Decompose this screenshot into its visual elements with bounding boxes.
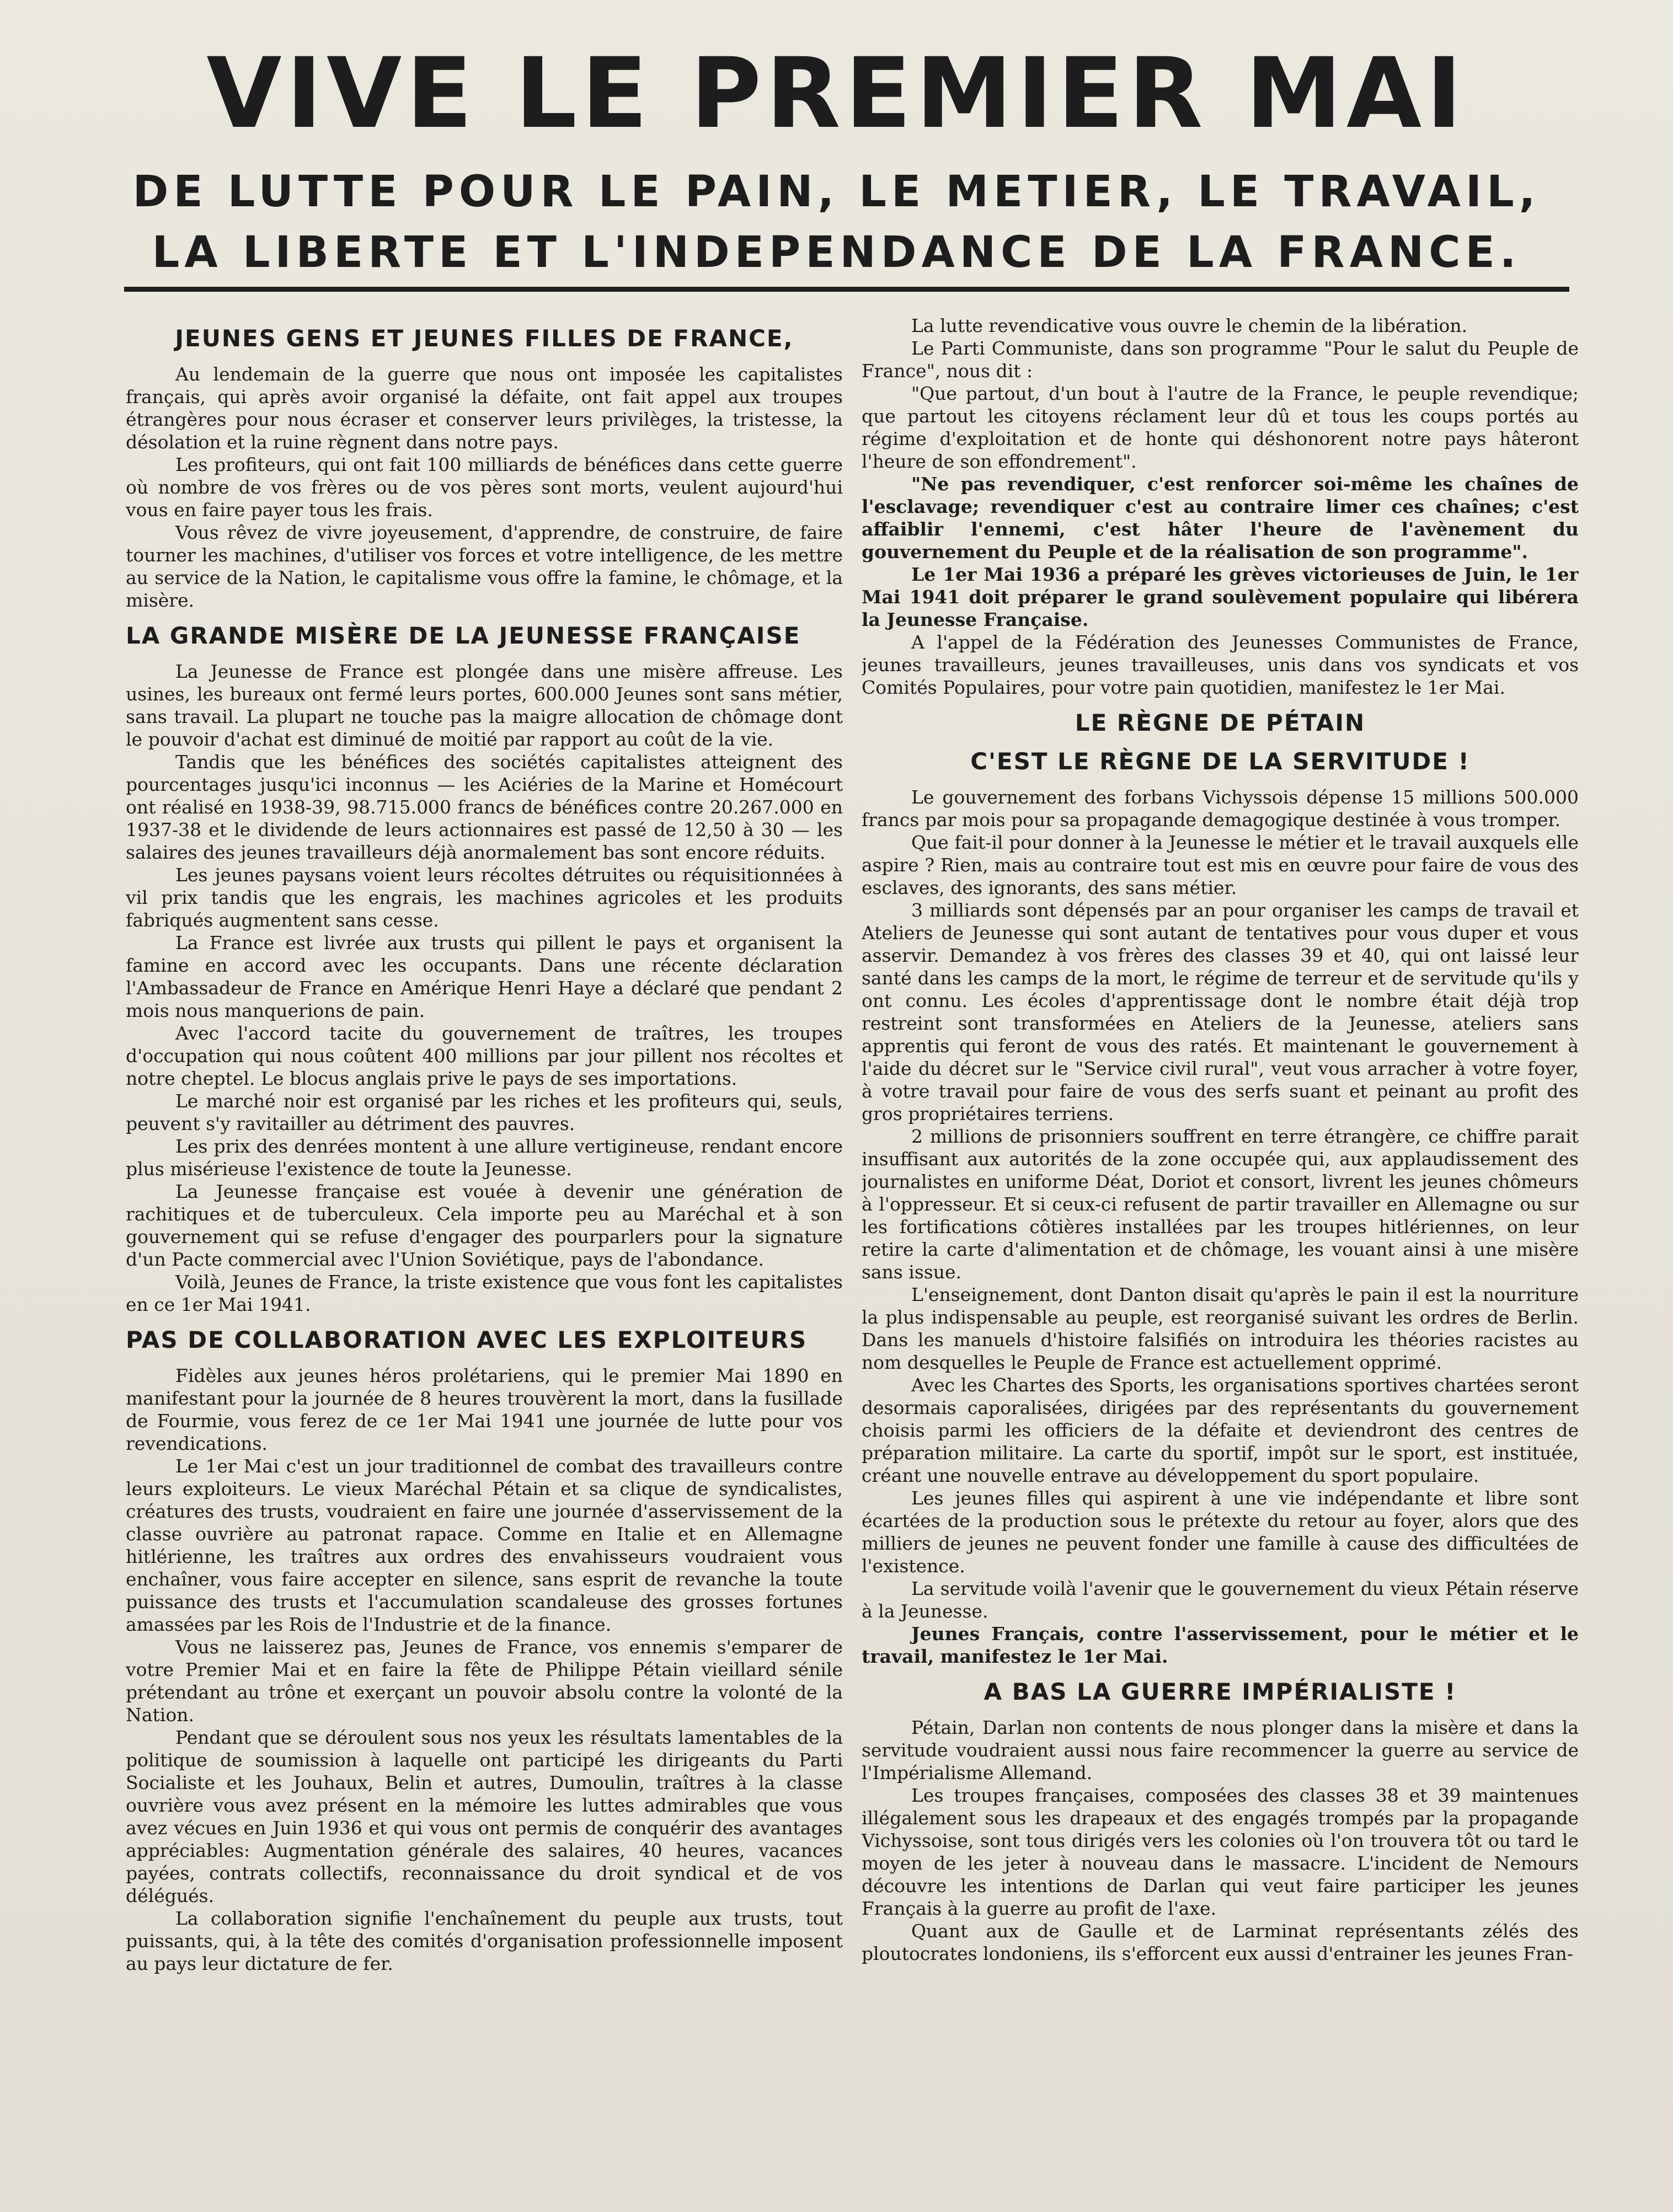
paragraph: Pendant que se déroulent sous nos yeux les résultats lamentables de la politique de soumission à laquelle ont participé les dirigeants du Parti Socialiste et les Jouhaux, Belin et autres, Dumoulin, traîtres à la classe ouvrière vous avez présent en la mémoire les luttes admirables que vous avez vécues en Juin 1936 et qui vous ont permis de conquérir des avantages appréciables: Augmentation générale des salaires, 40 heures, vacances payées, contrats collectifs, reconnaissance du droit syndical et de vos délégués. — [126, 1727, 843, 1906]
paragraph: La collaboration signifie l'enchaînement du peuple aux trusts, tout puissants, qui, à la tête des comités d'organisation professionnelle imposent au pays leur dictature de fer. — [126, 1908, 843, 1974]
paragraph: Avec l'accord tacite du gouvernement de traîtres, les troupes d'occupation qui nous coûtent 400 millions par jour pillent nos récoltes et notre cheptel. Le blocus anglais prive le pays de ses importations. — [126, 1022, 843, 1089]
paragraph: Vous ne laisserez pas, Jeunes de France, vos ennemis s'emparer de votre Premier Mai et en faire la fête de Philippe Pétain vieillard sénile prétendant au trône et exerçant un pouvoir absolu contre la volonté de la Nation. — [126, 1636, 843, 1726]
paragraph: Fidèles aux jeunes héros prolétariens, qui le premier Mai 1890 en manifestant pour la journée de 8 heures trouvèrent la mort, dans la fusillade de Fourmie, vous ferez de ce 1er Mai 1941 une journée de lutte pour vos revendications. — [126, 1365, 843, 1454]
paragraph: Pétain, Darlan non contents de nous plonger dans la misère et dans la servitude voudraient aussi nous faire recommencer la guerre au service de l'Impérialisme Allemand. — [862, 1717, 1579, 1783]
paragraph: A l'appel de la Fédération des Jeunesses Communistes de France, jeunes travailleurs, jeunes travailleuses, unis dans vos syndicats et vos Comités Populaires, pour votre pain quotidien, manifestez le 1er Mai. — [862, 631, 1579, 698]
paragraph-emphasis: Le 1er Mai 1936 a préparé les grèves victorieuses de Juin, le 1er Mai 1941 doit préparer le grand soulèvement populaire qui libérera la Jeunesse Française. — [862, 564, 1579, 630]
left-column — [126, 314, 843, 2200]
paragraph: Avec les Chartes des Sports, les organisations sportives chartées seront desormais caporalisées, dirigées par des représentants du gouvernement choisis parmi les officiers de la défaite et deviendront des centres de préparation militaire. La carte du sportif, impôt sur le sport, est instituée, créant une nouvelle entrave au développement du sport populaire. — [862, 1374, 1579, 1486]
section-heading-line-1: LE RÈGNE DE PÉTAIN — [1075, 709, 1366, 736]
paragraph: La Jeunesse française est vouée à devenir une génération de rachitiques et de tuberculeux. Cela importe peu au Maréchal et à son gouvernement qui se refuse d'engager des pourparlers pour la signature d'un Pacte commercial avec l'Union Soviétique, pays de l'abondance. — [126, 1181, 843, 1270]
paragraph: Voilà, Jeunes de France, la triste existence que vous font les capitalistes en ce 1er Mai 1941. — [126, 1271, 843, 1315]
paragraph: L'enseignement, dont Danton disait qu'après le pain il est la nourriture la plus indispensable au peuple, est reorganisé suivant les ordres de Berlin. Dans les manuels d'histoire falsifiés on introduira les théories racistes au nom desquelles le Peuple de France est actuellement opprimé. — [862, 1284, 1579, 1373]
paragraph: Quant aux de Gaulle et de Larminat représentants zélés des ploutocrates londoniens, ils s'efforcent eux aussi d'entrainer les jeunes Fran- — [862, 1920, 1579, 1964]
paragraph: 3 milliards sont dépensés par an pour organiser les camps de travail et Ateliers de Jeunesse qui sont autant de tentatives pour vous duper et vous asservir. Demandez à vos frères des classes 39 et 40, qui ont laissé leur santé dans les camps de la mort, le régime de terreur et de servitude qu'ils y ont connu. Les écoles d'apprentissage dont le nombre était déjà trop restreint sont transformées en Ateliers de la Jeunesse, ateliers sans apprentis qui feront de vous des ratés. Et maintenant le gouvernement à l'aide du décret sur le "Service civil rural", veut vous arracher à votre foyer, à votre travail pour faire de vous des serfs suant et peinant au profit des gros propriétaires terriens. — [862, 899, 1579, 1124]
page-title: VIVE LE PREMIER MAI — [206, 37, 1467, 150]
paragraph: 2 millions de prisonniers souffrent en terre étrangère, ce chiffre parait insuffisant aux autorités de la zone occupée qui, aux applaudissement des journalistes en uniforme Déat, Doriot et consort, livrent les jeunes chômeurs à l'oppresseur. Et si ceux-ci refusent de partir travailler en Allemagne ou sur les fortifications côtières installées par les troupes hitlériennes, on leur retire la carte d'alimentation et de chômage, les vouant ainsi à une misère sans issue. — [862, 1126, 1579, 1283]
paragraph: Les jeunes filles qui aspirent à une vie indépendante et libre sont écartées de la production sous le prétexte du retour au foyer, alors que des milliers de jeunes ne peuvent fonder une famille à cause des difficultées de l'existence. — [862, 1487, 1579, 1577]
paragraph: Que fait-il pour donner à la Jeunesse le métier et le travail auxquels elle aspire ? Rien, mais au contraire tout est mis en œuvre pour faire de vous des esclaves, des ignorants, des sans métier. — [862, 832, 1579, 898]
paragraph: Les jeunes paysans voient leurs récoltes détruites ou réquisitionnées à vil prix tandis que les engrais, les machines agricoles et les produits fabriqués augmentent sans cesse. — [126, 864, 843, 931]
subtitle-line-2: LA LIBERTE ET L'INDEPENDANCE DE LA FRANCE. — [152, 228, 1521, 277]
paragraph: La France est livrée aux trusts qui pillent le pays et organisent la famine en accord avec les occupants. Dans une récente déclaration l'Ambassadeur de France en Amérique Henri Haye a déclaré que pendant 2 mois nous manquerions de pain. — [126, 932, 843, 1021]
paragraph: Au lendemain de la guerre que nous ont imposée les capitalistes français, qui après avoir organisé la défaite, ont fait appel aux troupes étrangères pour nous écraser et conserver leurs privilèges, la tristesse, la désolation et la ruine règnent dans notre pays. — [126, 363, 843, 453]
right-column — [862, 314, 1579, 2200]
section-heading: JEUNES GENS ET JEUNES FILLES DE FRANCE, — [175, 325, 794, 352]
paragraph: Les troupes françaises, composées des classes 38 et 39 maintenues illégalement sous les drapeaux et des engagés trompés par la propagande Vichyssoise, sont tous dirigés vers les colonies où l'on trouvera tôt ou tard le moyen de les jeter à nouveau dans le massacre. L'incident de Nemours découvre les intentions de Darlan qui veut faire participer les jeunes Français à la guerre au profit de l'axe. — [862, 1785, 1579, 1919]
paragraph: Le marché noir est organisé par les riches et les profiteurs qui, seuls, peuvent s'y ravitailler au détriment des pauvres. — [126, 1090, 843, 1134]
paragraph: Le 1er Mai c'est un jour traditionnel de combat des travailleurs contre leurs exploiteurs. Le vieux Maréchal Pétain et sa clique de syndicalistes, créatures des trusts, voudraient en faire une journée d'asservissement de la classe ouvrière au patronat rapace. Comme en Italie et en Allemagne hitlérienne, les traîtres aux ordres des envahisseurs voudraient vous enchaîner, vous faire accepter en silence, sans esprit de revanche la toute puissance des trusts et l'accumulation scandaleuse des grosses fortunes amassées par les Rois de l'Industrie et de la finance. — [126, 1455, 843, 1635]
paragraph: Le gouvernement des forbans Vichyssois dépense 15 millions 500.000 francs par mois pour sa propagande demagogique destinée à vous tromper. — [862, 786, 1579, 831]
paragraph: "Que partout, d'un bout à l'autre de la France, le peuple revendique; que partout les citoyens réclament leur dû et tous les coups portés au régime d'exploitation et de honte qui déshonorent notre pays hâteront l'heure de son effondrement". — [862, 383, 1579, 472]
paragraph: Tandis que les bénéfices des sociétés capitalistes atteignent des pourcentages jusqu'ici inconnus — les Aciéries de la Marine et Homécourt ont réalisé en 1938-39, 98.715.000 francs de bénéfices contre 20.267.000 en 1937-38 et le dividende de leurs actionnaires est passé de 12,50 à 30 — les salaires des jeunes travailleurs déjà anormalement bas sont encore réduits. — [126, 751, 843, 863]
paragraph: Le Parti Communiste, dans son programme "Pour le salut du Peuple de France", nous dit : — [862, 338, 1579, 382]
section-heading: A BAS LA GUERRE IMPÉRIALISTE ! — [984, 1678, 1457, 1705]
paragraph: Les prix des denrées montent à une allure vertigineuse, rendant encore plus misérieuse l'existence de toute la Jeunesse. — [126, 1136, 843, 1180]
subtitle-line-1: DE LUTTE POUR LE PAIN, LE METIER, LE TRAVAIL, — [132, 167, 1541, 217]
header-divider — [124, 287, 1569, 292]
section-heading: PAS DE COLLABORATION AVEC LES EXPLOITEURS — [126, 1326, 808, 1353]
paragraph-emphasis: "Ne pas revendiquer, c'est renforcer soi-même les chaînes de l'esclavage; revendiquer c'est au contraire limer ces chaînes; c'est affaiblir l'ennemi, c'est hâter l'heure de l'avènement du gouvernement du Peuple et de la réalisation de son programme". — [862, 473, 1579, 563]
section-heading: LA GRANDE MISÈRE DE LA JEUNESSE FRANÇAISE — [126, 622, 801, 649]
paragraph: Les profiteurs, qui ont fait 100 milliards de bénéfices dans cette guerre où nombre de vos frères ou de vos pères sont morts, veulent aujourd'hui vous en faire payer tous les frais. — [126, 454, 843, 521]
paragraph: La Jeunesse de France est plongée dans une misère affreuse. Les usines, les bureaux ont fermé leurs portes, 600.000 Jeunes sont sans métier, sans travail. La plupart ne touche pas la maigre allocation de chômage dont le pouvoir d'achat est diminué de moitié par rapport au coût de la vie. — [126, 661, 843, 750]
paragraph: Vous rêvez de vivre joyeusement, d'apprendre, de construire, de faire tourner les machines, d'utiliser vos forces et votre intelligence, de les mettre au service de la Nation, le capitalisme vous offre la famine, le chômage, et la misère. — [126, 522, 843, 611]
section-heading-line-2: C'EST LE RÈGNE DE LA SERVITUDE ! — [970, 748, 1470, 775]
paragraph: La lutte revendicative vous ouvre le chemin de la libération. — [911, 315, 1468, 336]
paragraph: La servitude voilà l'avenir que le gouvernement du vieux Pétain réserve à la Jeunesse. — [862, 1578, 1579, 1622]
paragraph-emphasis: Jeunes Français, contre l'asservissement, pour le métier et le travail, manifestez le 1er Mai. — [862, 1623, 1579, 1667]
